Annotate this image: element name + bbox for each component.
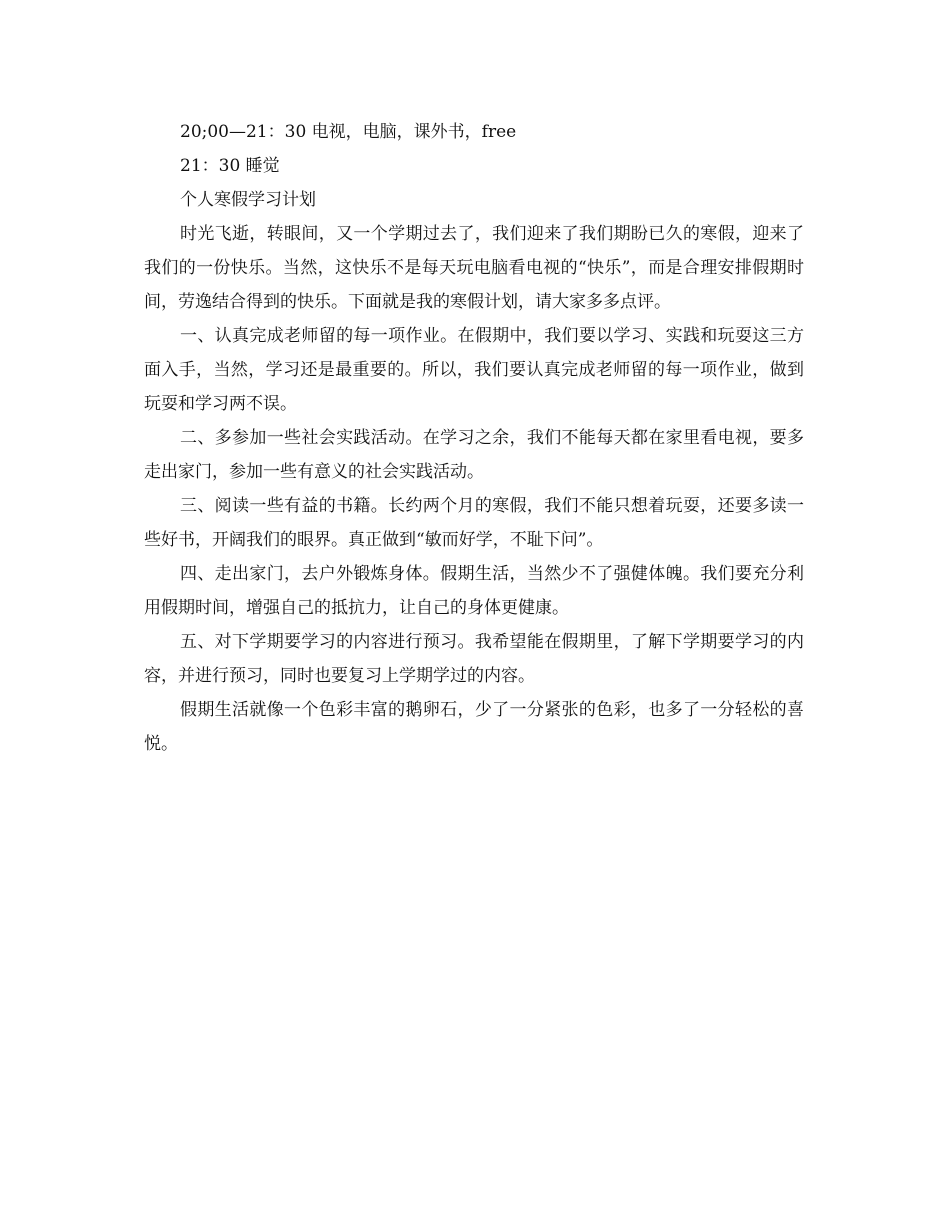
- document-body: [144, 115, 804, 761]
- plan-item-exercise: 四、走出家门，去户外锻炼身体。假期生活，当然少不了强健体魄。我们要充分利用假期时间，增强自己的抵抗力，让自己的身体更健康。: [144, 564, 804, 618]
- closing-paragraph: 假期生活就像一个色彩丰富的鹅卵石，少了一分紧张的色彩，也多了一分轻松的喜悦。: [144, 700, 804, 754]
- schedule-line-tv: 20;00—21：30 电视，电脑，课外书，free: [180, 122, 517, 142]
- plan-item-preview: 五、对下学期要学习的内容进行预习。我希望能在假期里，了解下学期要学习的内容，并进行预习，同时也要复习上学期学过的内容。: [144, 632, 804, 686]
- plan-item-homework: 一、认真完成老师留的每一项作业。在假期中，我们要以学习、实践和玩耍这三方面入手，当然，学习还是最重要的。所以，我们要认真完成老师留的每一项作业，做到玩耍和学习两不误。: [144, 326, 804, 414]
- document-title: 个人寒假学习计划: [180, 190, 316, 210]
- schedule-line-sleep: 21：30 睡觉: [180, 156, 280, 176]
- intro-paragraph: 时光飞逝，转眼间，又一个学期过去了，我们迎来了我们期盼已久的寒假，迎来了我们的一份快乐。当然，这快乐不是每天玩电脑看电视的“快乐”，而是合理安排假期时间，劳逸结合得到的快乐。下面就是我的寒假计划，请大家多多点评。: [144, 224, 804, 312]
- plan-item-social-practice: 二、多参加一些社会实践活动。在学习之余，我们不能每天都在家里看电视，要多走出家门，参加一些有意义的社会实践活动。: [144, 428, 804, 482]
- plan-item-reading: 三、阅读一些有益的书籍。长约两个月的寒假，我们不能只想着玩耍，还要多读一些好书，开阔我们的眼界。真正做到“敏而好学，不耻下问”。: [144, 496, 804, 550]
